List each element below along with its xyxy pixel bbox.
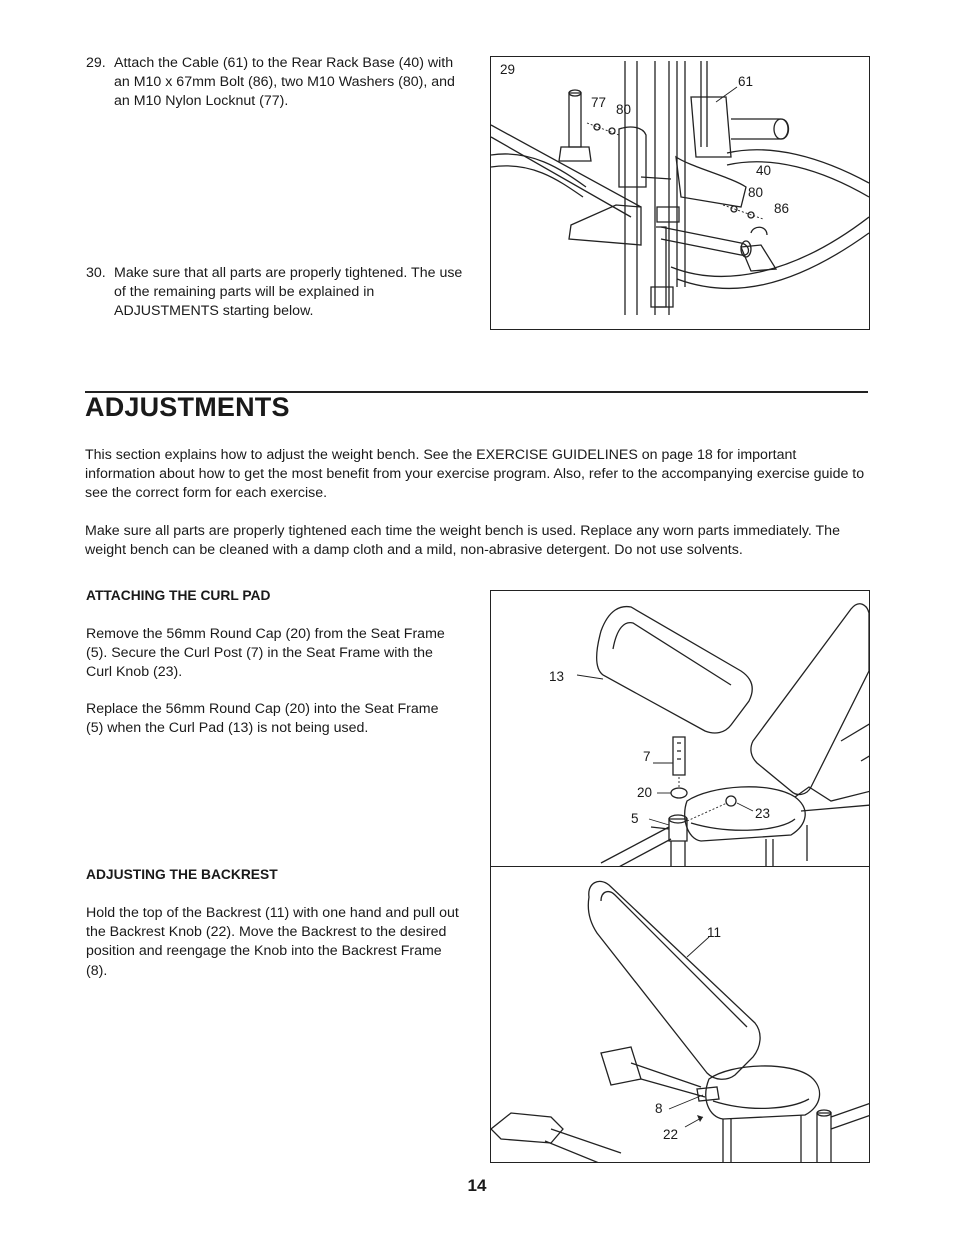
curl-pad-heading: ATTACHING THE CURL PAD <box>86 588 271 603</box>
intro-paragraph: This section explains how to adjust the weight bench. See the EXERCISE GUIDELINES on page 18 for important information about how to get the most benefit from your exercise program. Also, refer to the accompanying exercise guide to see the correct form for each exercise. <box>85 447 865 502</box>
care-paragraph: Make sure all parts are properly tightened each time the weight bench is used. Replace any worn parts immediately. The weight bench can be cleaned with a damp cloth and a mild, non-abrasive detergent. Do not use solvents. <box>85 523 840 559</box>
backrest-illustration <box>491 867 870 1163</box>
step-30 <box>86 264 466 324</box>
figure-step-label: 29 <box>500 62 516 77</box>
callout-11: 11 <box>707 925 722 940</box>
callout-7: 7 <box>643 749 651 764</box>
callout-5: 5 <box>631 811 639 826</box>
figure-curl-pad-diagram <box>490 590 870 868</box>
callout-80-right: 80 <box>748 185 764 200</box>
callout-22: 22 <box>663 1127 679 1142</box>
step-29 <box>86 54 466 114</box>
callout-13: 13 <box>549 669 565 684</box>
callout-86: 86 <box>774 201 790 216</box>
callout-8: 8 <box>655 1101 663 1116</box>
step-text: Attach the Cable (61) to the Rear Rack Base (40) with an M10 x 67mm Bolt (86), two M10 Washers (80), and an M10 Nylon Locknut (77). <box>114 55 455 109</box>
rear-rack-illustration <box>491 57 870 330</box>
backrest-heading: ADJUSTING THE BACKREST <box>86 867 278 882</box>
figure-backrest-diagram <box>490 866 870 1163</box>
curl-pad-illustration <box>491 591 870 868</box>
callout-61: 61 <box>738 74 754 89</box>
section-title: ADJUSTMENTS <box>85 392 290 422</box>
step-number: 29. <box>86 55 106 71</box>
curl-pad-paragraph-2: Replace the 56mm Round Cap (20) into the Seat Frame (5) when the Curl Pad (13) is not being used. <box>86 701 439 737</box>
page-number: 14 <box>467 1176 487 1195</box>
callout-80-left: 80 <box>616 102 632 117</box>
callout-20: 20 <box>637 785 653 800</box>
step-text: Make sure that all parts are properly tightened. The use of the remaining parts will be explained in ADJUSTMENTS starting below. <box>114 265 463 319</box>
curl-pad-paragraph-1: Remove the 56mm Round Cap (20) from the Seat Frame (5). Secure the Curl Post (7) in the Seat Frame with the Curl Knob (23). <box>86 626 445 681</box>
backrest-paragraph: Hold the top of the Backrest (11) with one hand and pull out the Backrest Knob (22). Move the Backrest to the desired position and reengage the Knob into the Backrest Frame (8). <box>86 905 459 979</box>
step-number: 30. <box>86 265 106 281</box>
figure-29-rear-rack-diagram <box>490 56 870 330</box>
callout-77: 77 <box>591 95 607 110</box>
callout-40: 40 <box>756 163 772 178</box>
callout-23: 23 <box>755 806 771 821</box>
